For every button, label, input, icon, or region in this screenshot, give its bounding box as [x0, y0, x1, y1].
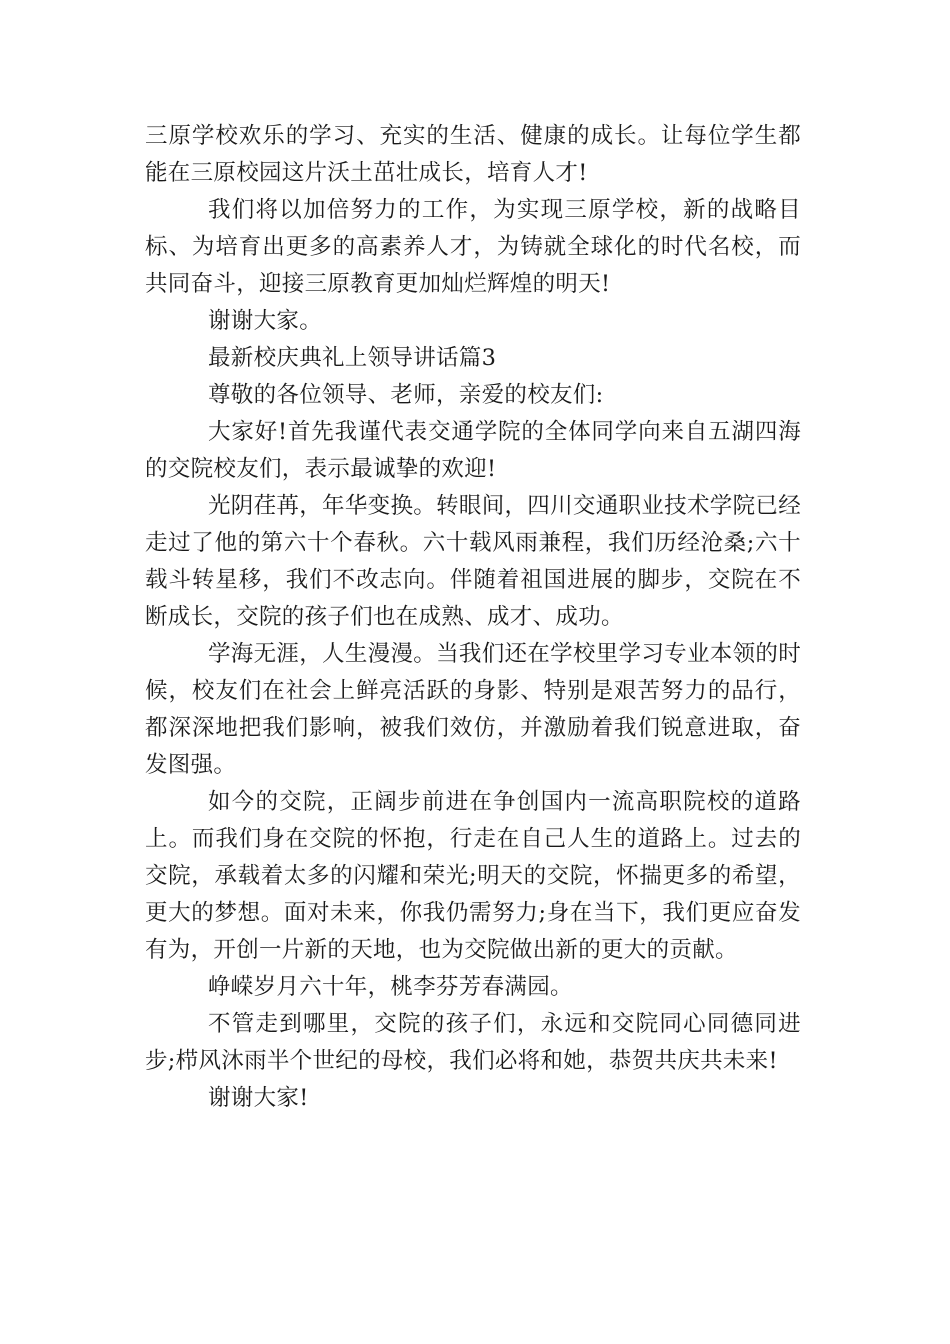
section-heading: 最新校庆典礼上领导讲话篇3 — [208, 345, 497, 371]
paragraph: 学海无涯，人生漫漫。当我们还在学校里学习专业本领的时候，校友们在社会上鲜亮活跃的身影、特别是艰苦努力的品行，都深深地把我们影响，被我们效仿，并激励着我们锐意进取，奋发图强。 — [145, 641, 801, 778]
paragraph: 谢谢大家。 — [208, 308, 323, 334]
paragraph: 峥嵘岁月六十年，桃李芬芳春满园。 — [208, 974, 573, 1000]
salutation: 尊敬的各位领导、老师，亲爱的校友们: — [208, 382, 604, 408]
closing-line: 谢谢大家! — [208, 1085, 309, 1111]
paragraph: 如今的交院，正阔步前进在争创国内一流高职院校的道路上。而我们身在交院的怀抱，行走在自己人生的道路上。过去的交院，承载着太多的闪耀和荣光;明天的交院，怀揣更多的希望，更大的梦想。面对未来，你我仍需努力;身在当下，我们更应奋发有为，开创一片新的天地，也为交院做出新的更大的贡献。 — [145, 789, 801, 963]
paragraph: 我们将以加倍努力的工作，为实现三原学校，新的战略目标、为培育出更多的高素养人才，为铸就全球化的时代名校，而共同奋斗，迎接三原教育更加灿烂辉煌的明天! — [145, 197, 801, 297]
document-page — [145, 118, 801, 1117]
paragraph: 大家好!首先我谨代表交通学院的全体同学向来自五湖四海的交院校友们，表示最诚挚的欢迎! — [145, 419, 801, 482]
paragraph: 三原学校欢乐的学习、充实的生活、健康的成长。让每位学生都能在三原校园这片沃土茁壮成长，培育人才! — [145, 123, 801, 186]
paragraph: 不管走到哪里，交院的孩子们，永远和交院同心同德同进步;栉风沐雨半个世纪的母校，我们必将和她，恭贺共庆共未来! — [145, 1011, 801, 1074]
paragraph: 光阴荏苒，年华变换。转眼间，四川交通职业技术学院已经走过了他的第六十个春秋。六十载风雨兼程，我们历经沧桑;六十载斗转星移，我们不改志向。伴随着祖国进展的脚步，交院在不断成长，交院的孩子们也在成熟、成才、成功。 — [145, 493, 801, 630]
